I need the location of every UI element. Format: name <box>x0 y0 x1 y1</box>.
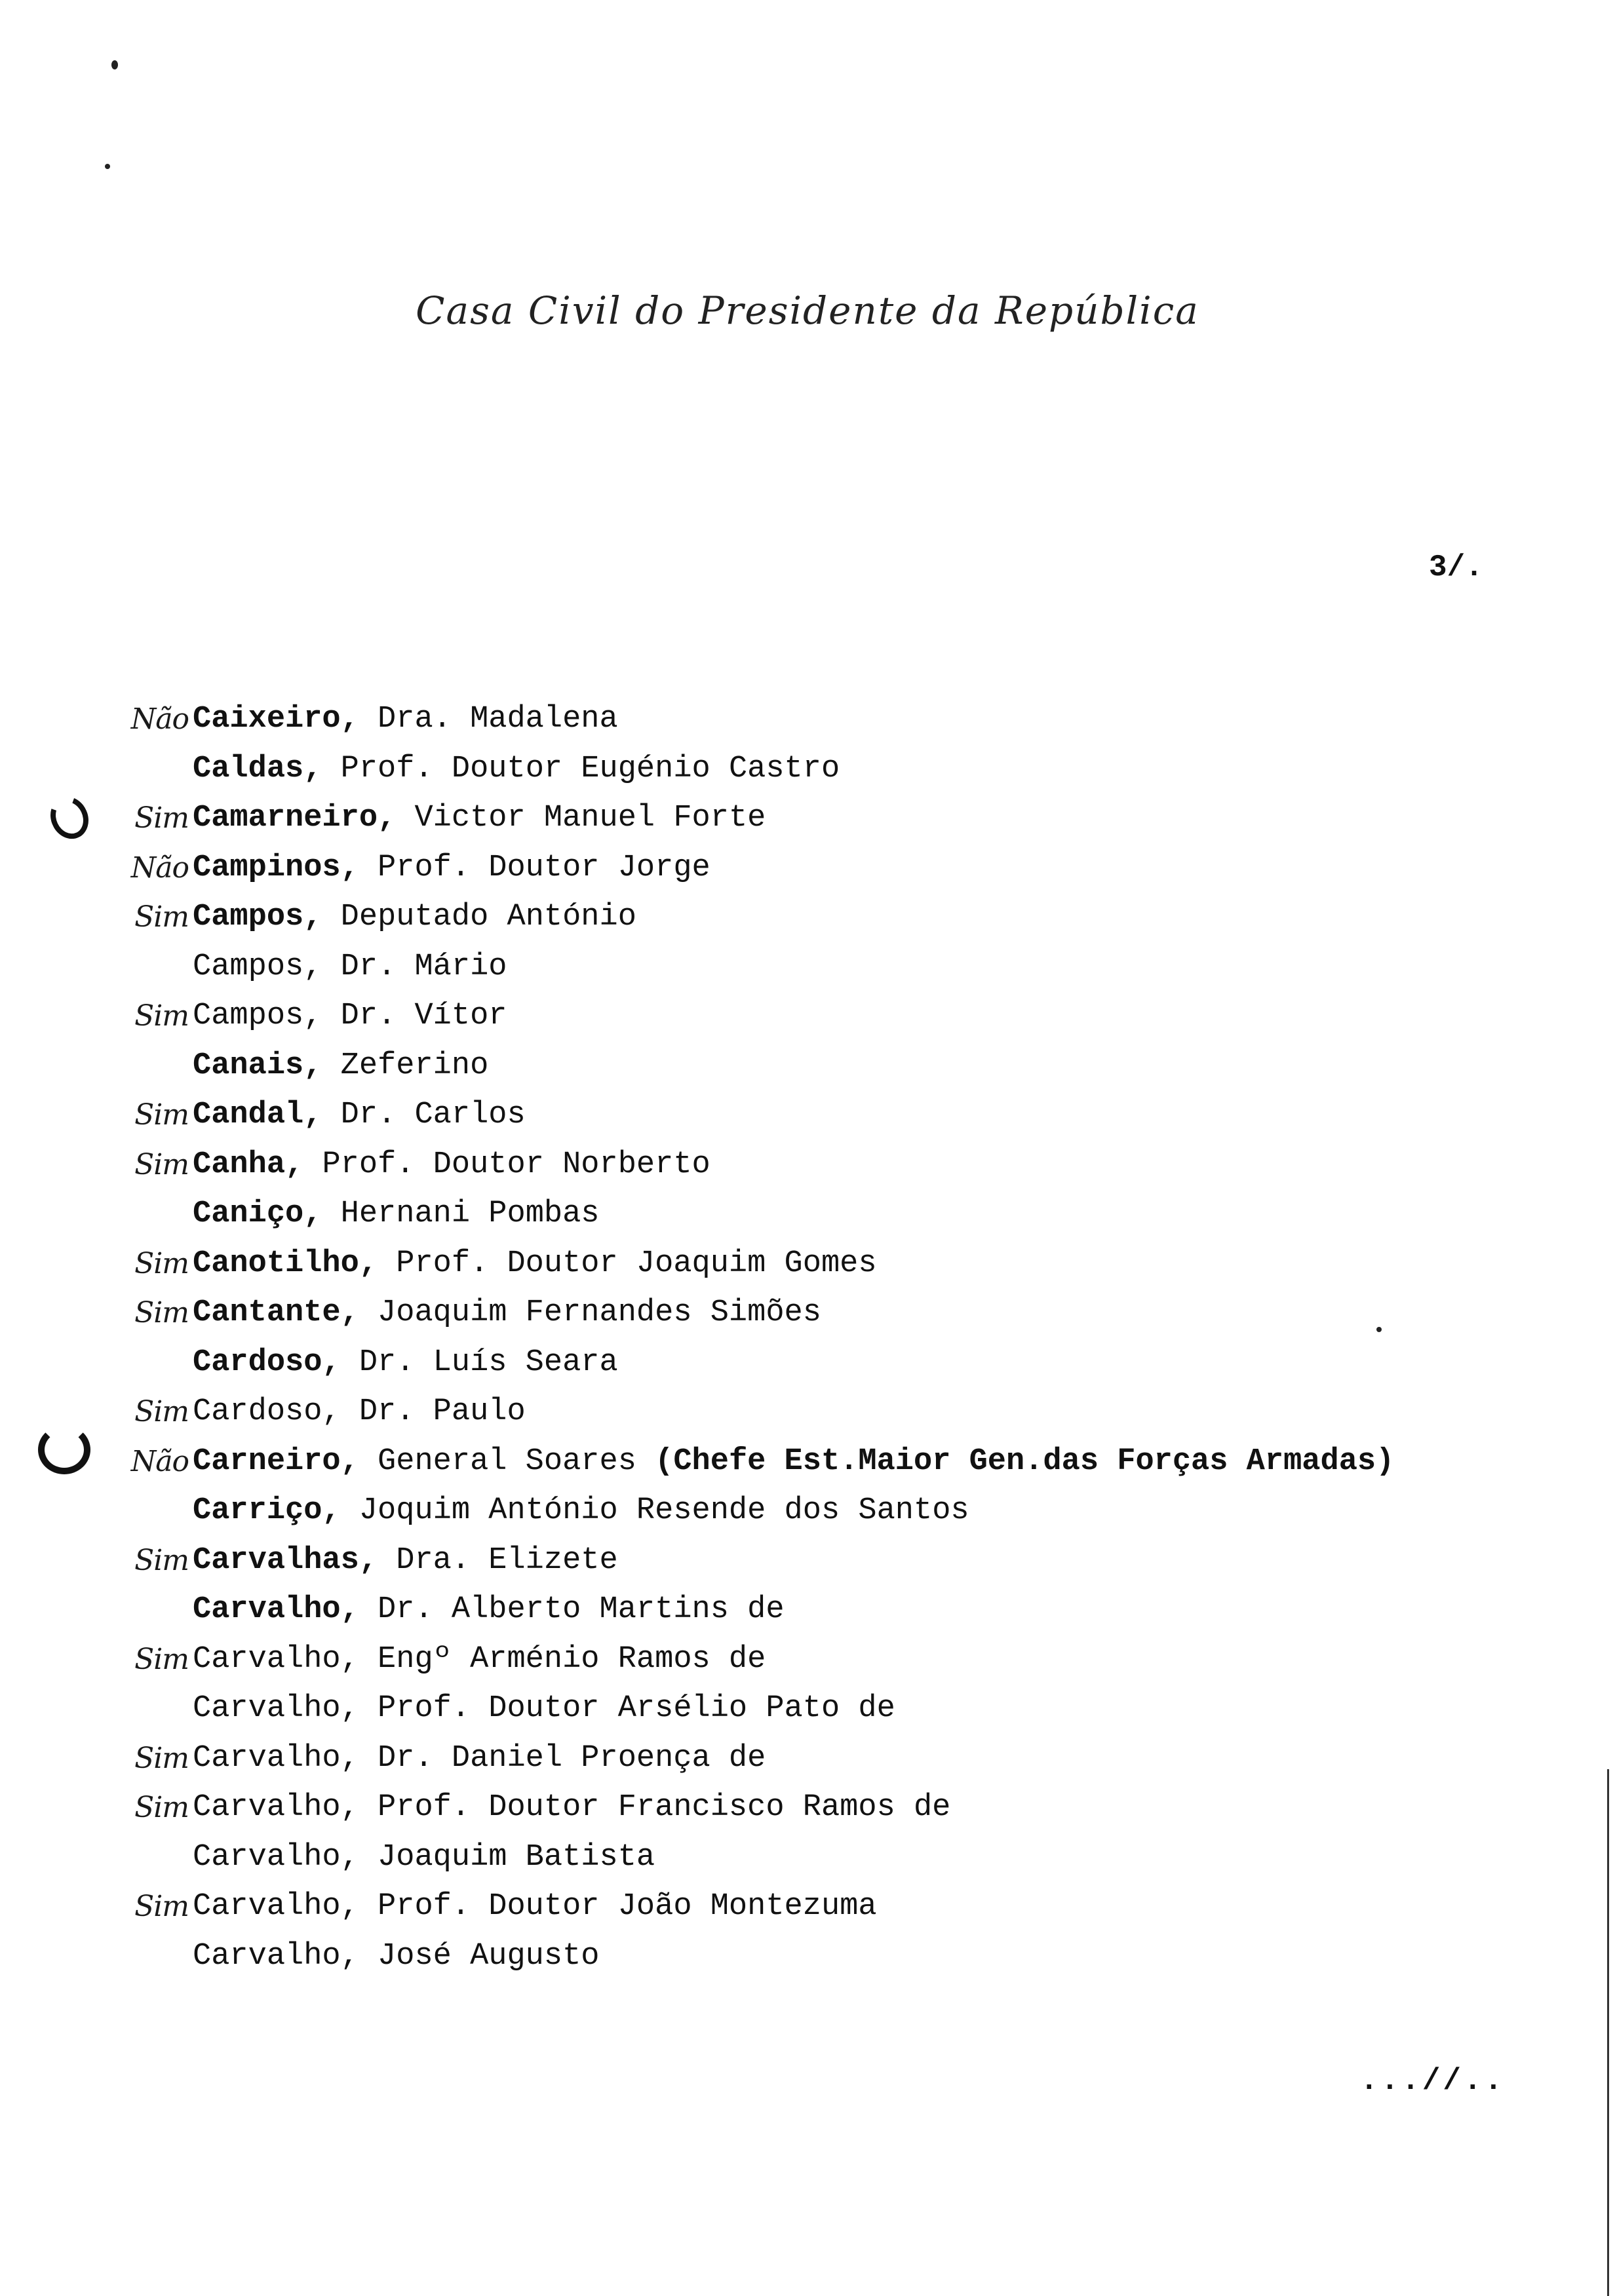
list-item <box>193 1491 1602 1541</box>
entry-title-note: (Chefe Est.Maior Gen.das Forças Armadas) <box>655 1444 1395 1479</box>
entry-given-name: Engº Arménio Ramos de <box>359 1641 766 1677</box>
list-item <box>134 1392 1602 1442</box>
entry-given-name: Hernani Pombas <box>322 1196 600 1231</box>
entry-surname: Campinos, <box>193 850 359 885</box>
handwritten-note: Sim <box>134 1741 189 1775</box>
handwritten-note: Não <box>130 1444 189 1478</box>
entry-surname: Carvalho, <box>193 1641 359 1677</box>
entry-given-name: Dr. Vítor <box>322 999 507 1033</box>
handwritten-check-mark <box>44 790 96 845</box>
entry-given-name: Prof. Doutor Arsélio Pato de <box>359 1691 895 1726</box>
list-item <box>193 1195 1602 1244</box>
entry-given-name: General Soares <box>359 1444 655 1479</box>
handwritten-note: Sim <box>134 1098 189 1132</box>
entry-surname: Carvalho, <box>193 1839 359 1875</box>
entry-surname: Camarneiro, <box>193 801 397 835</box>
scan-speck <box>111 60 118 69</box>
list-item <box>193 1343 1602 1393</box>
entry-given-name: Prof. Doutor Jorge <box>359 850 710 885</box>
list-item <box>193 1838 1602 1888</box>
list-item <box>134 1541 1602 1591</box>
list-item <box>134 1640 1602 1690</box>
entry-given-name: Dr. Luís Seara <box>340 1345 618 1380</box>
entry-surname: Carriço, <box>193 1493 341 1528</box>
entry-given-name: Joaquim Fernandes Simões <box>359 1295 821 1330</box>
entry-surname: Campos, <box>193 900 322 934</box>
entry-surname: Campos, <box>193 949 322 984</box>
entry-surname: Carvalhas, <box>193 1542 378 1578</box>
name-list <box>130 700 1602 1986</box>
entry-surname: Carvalho, <box>193 1938 359 1974</box>
entry-surname: Candal, <box>193 1098 322 1132</box>
page-number: 3/. <box>1429 550 1483 584</box>
list-item <box>193 1937 1602 1987</box>
entry-surname: Carvalho, <box>193 1889 359 1924</box>
list-item <box>193 1046 1602 1096</box>
entry-surname: Carvalho, <box>193 1691 359 1726</box>
scan-speck <box>105 164 110 169</box>
entry-given-name: José Augusto <box>359 1938 600 1974</box>
list-item <box>134 898 1602 947</box>
entry-given-name: Joaquim Batista <box>359 1839 655 1875</box>
handwritten-note: Não <box>130 702 189 736</box>
list-item <box>134 1096 1602 1145</box>
handwritten-circle-mark <box>38 1425 90 1474</box>
list-item <box>134 1739 1602 1789</box>
entry-surname: Cantante, <box>193 1295 359 1330</box>
entry-given-name: Dr. Daniel Proença de <box>359 1740 766 1776</box>
entry-given-name: Deputado António <box>322 900 636 934</box>
handwritten-note: Sim <box>134 801 189 835</box>
handwritten-note: Sim <box>134 1296 189 1330</box>
entry-given-name: Dra. Elizete <box>378 1542 618 1578</box>
handwritten-note: Sim <box>134 900 189 934</box>
scan-edge-line <box>1607 1769 1609 2296</box>
entry-given-name: Dr. Carlos <box>322 1098 526 1132</box>
entry-surname: Campos, <box>193 999 322 1033</box>
entry-given-name: Zeferino <box>322 1048 489 1083</box>
entry-given-name: Victor Manuel Forte <box>396 801 766 835</box>
entry-surname: Carvalho, <box>193 1592 359 1627</box>
handwritten-note: Sim <box>134 1246 189 1280</box>
handwritten-note: Sim <box>134 1890 189 1923</box>
entry-surname: Canais, <box>193 1048 322 1083</box>
handwritten-note: Sim <box>134 1147 189 1181</box>
handwritten-note: Sim <box>134 1395 189 1428</box>
list-item <box>193 750 1602 799</box>
list-item <box>134 1788 1602 1838</box>
entry-surname: Canha, <box>193 1147 304 1182</box>
entry-given-name: Dra. Madalena <box>359 702 618 737</box>
list-item <box>193 947 1602 997</box>
entry-surname: Cardoso, <box>193 1394 341 1429</box>
entry-given-name: Dr. Paulo <box>340 1394 526 1429</box>
list-item <box>134 1887 1602 1937</box>
entry-surname: Carneiro, <box>193 1444 359 1479</box>
handwritten-note: Sim <box>134 1642 189 1676</box>
list-item <box>134 799 1602 849</box>
entry-given-name: Prof. Doutor Norberto <box>303 1147 710 1182</box>
entry-surname: Caldas, <box>193 751 322 786</box>
handwritten-note: Sim <box>134 999 189 1033</box>
entry-given-name: Prof. Doutor Eugénio Castro <box>322 751 840 786</box>
entry-given-name: Prof. Doutor Francisco Ramos de <box>359 1790 951 1825</box>
continuation-mark: ...//.. <box>1360 2064 1506 2098</box>
handwritten-note: Sim <box>134 1543 189 1577</box>
entry-surname: Canotilho, <box>193 1246 378 1281</box>
handwritten-note: Sim <box>134 1791 189 1824</box>
entry-given-name: Prof. Doutor Joaquim Gomes <box>378 1246 877 1281</box>
entry-surname: Caniço, <box>193 1196 322 1231</box>
entry-surname: Caixeiro, <box>193 702 359 737</box>
handwritten-note: Não <box>130 851 189 885</box>
list-item <box>130 700 1602 750</box>
entry-given-name: Prof. Doutor João Montezuma <box>359 1889 877 1924</box>
list-item <box>134 1244 1602 1294</box>
list-item <box>134 997 1602 1046</box>
scan-speck <box>1376 1327 1382 1332</box>
entry-surname: Cardoso, <box>193 1345 341 1380</box>
entry-surname: Carvalho, <box>193 1740 359 1776</box>
list-item <box>130 849 1602 898</box>
list-item <box>130 1442 1602 1492</box>
list-item <box>193 1689 1602 1739</box>
entry-given-name: Dr. Mário <box>322 949 507 984</box>
list-item <box>134 1293 1602 1343</box>
entry-given-name: Dr. Alberto Martins de <box>359 1592 785 1627</box>
letterhead: Casa Civil do Presidente da República <box>416 288 1199 333</box>
list-item <box>193 1590 1602 1640</box>
entry-given-name: Joquim António Resende dos Santos <box>340 1493 969 1528</box>
list-item <box>134 1145 1602 1195</box>
entry-surname: Carvalho, <box>193 1790 359 1825</box>
